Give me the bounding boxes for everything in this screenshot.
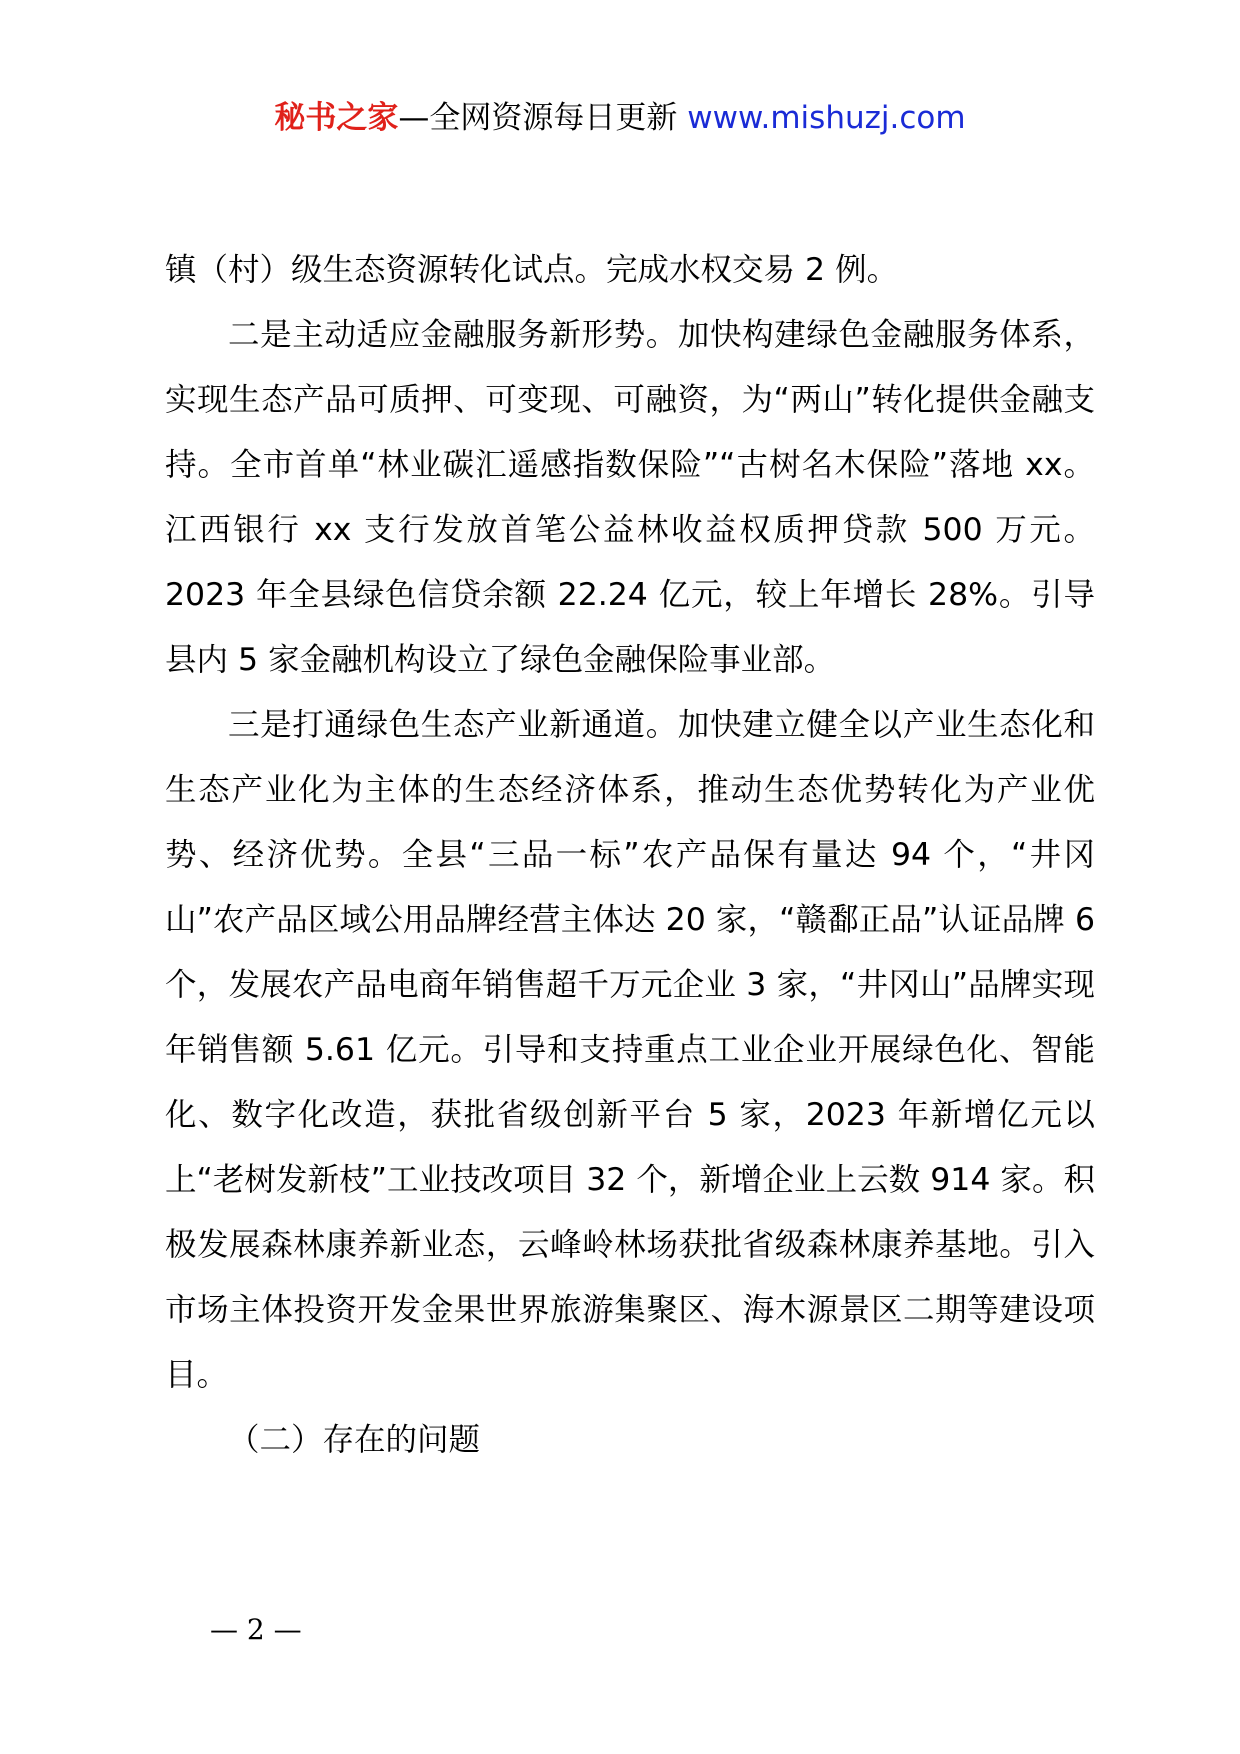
site-url-link[interactable]: www.mishuzj.com: [687, 100, 966, 136]
paragraph-continuation: 镇（村）级生态资源转化试点。完成水权交易 2 例。: [165, 252, 899, 288]
brand-name: 秘书之家: [274, 100, 399, 136]
paragraph-industry: 三是打通绿色生态产业新通道。加快建立健全以产业生态化和生态产业化为主体的生态经济体系，推动生态优势转化为产业优势、经济优势。全县“三品一标”农产品保有量达 94 个，“井冈山”农产品区域公用品牌经营主体达 20 家，“赣鄱正品”认证品牌 6 个，发展农产品电商年销售超千万元企业 3 家，“井冈山”品牌实现年销售额 5.61 亿元。引导和支持重点工业企业开展绿色化、智能化、数字化改造，获批省级创新平台 5 家，2023 年新增亿元以上“老树发新枝”工业技改项目 32 个，新增企业上云数 914 家。积极发展森林康养新业态，云峰岭林场获批省级森林康养基地。引入市场主体投资开发金果世界旅游集聚区、海木源景区二期等建设项目。: [165, 707, 1095, 1393]
section-heading-problems: （二）存在的问题: [228, 1422, 481, 1458]
header-slogan: —全网资源每日更新: [398, 100, 688, 136]
site-header: [0, 98, 1240, 138]
document-body: [165, 238, 1095, 1473]
page-number: — 2 —: [210, 1613, 302, 1646]
paragraph-finance: 二是主动适应金融服务新形势。加快构建绿色金融服务体系，实现生态产品可质押、可变现、可融资，为“两山”转化提供金融支持。全市首单“林业碳汇遥感指数保险”“古树名木保险”落地 xx。江西银行 xx 支行发放首笔公益林收益权质押贷款 500 万元。2023 年全县绿色信贷余额 22.24 亿元，较上年增长 28%。引导县内 5 家金融机构设立了绿色金融保险事业部。: [165, 317, 1095, 678]
